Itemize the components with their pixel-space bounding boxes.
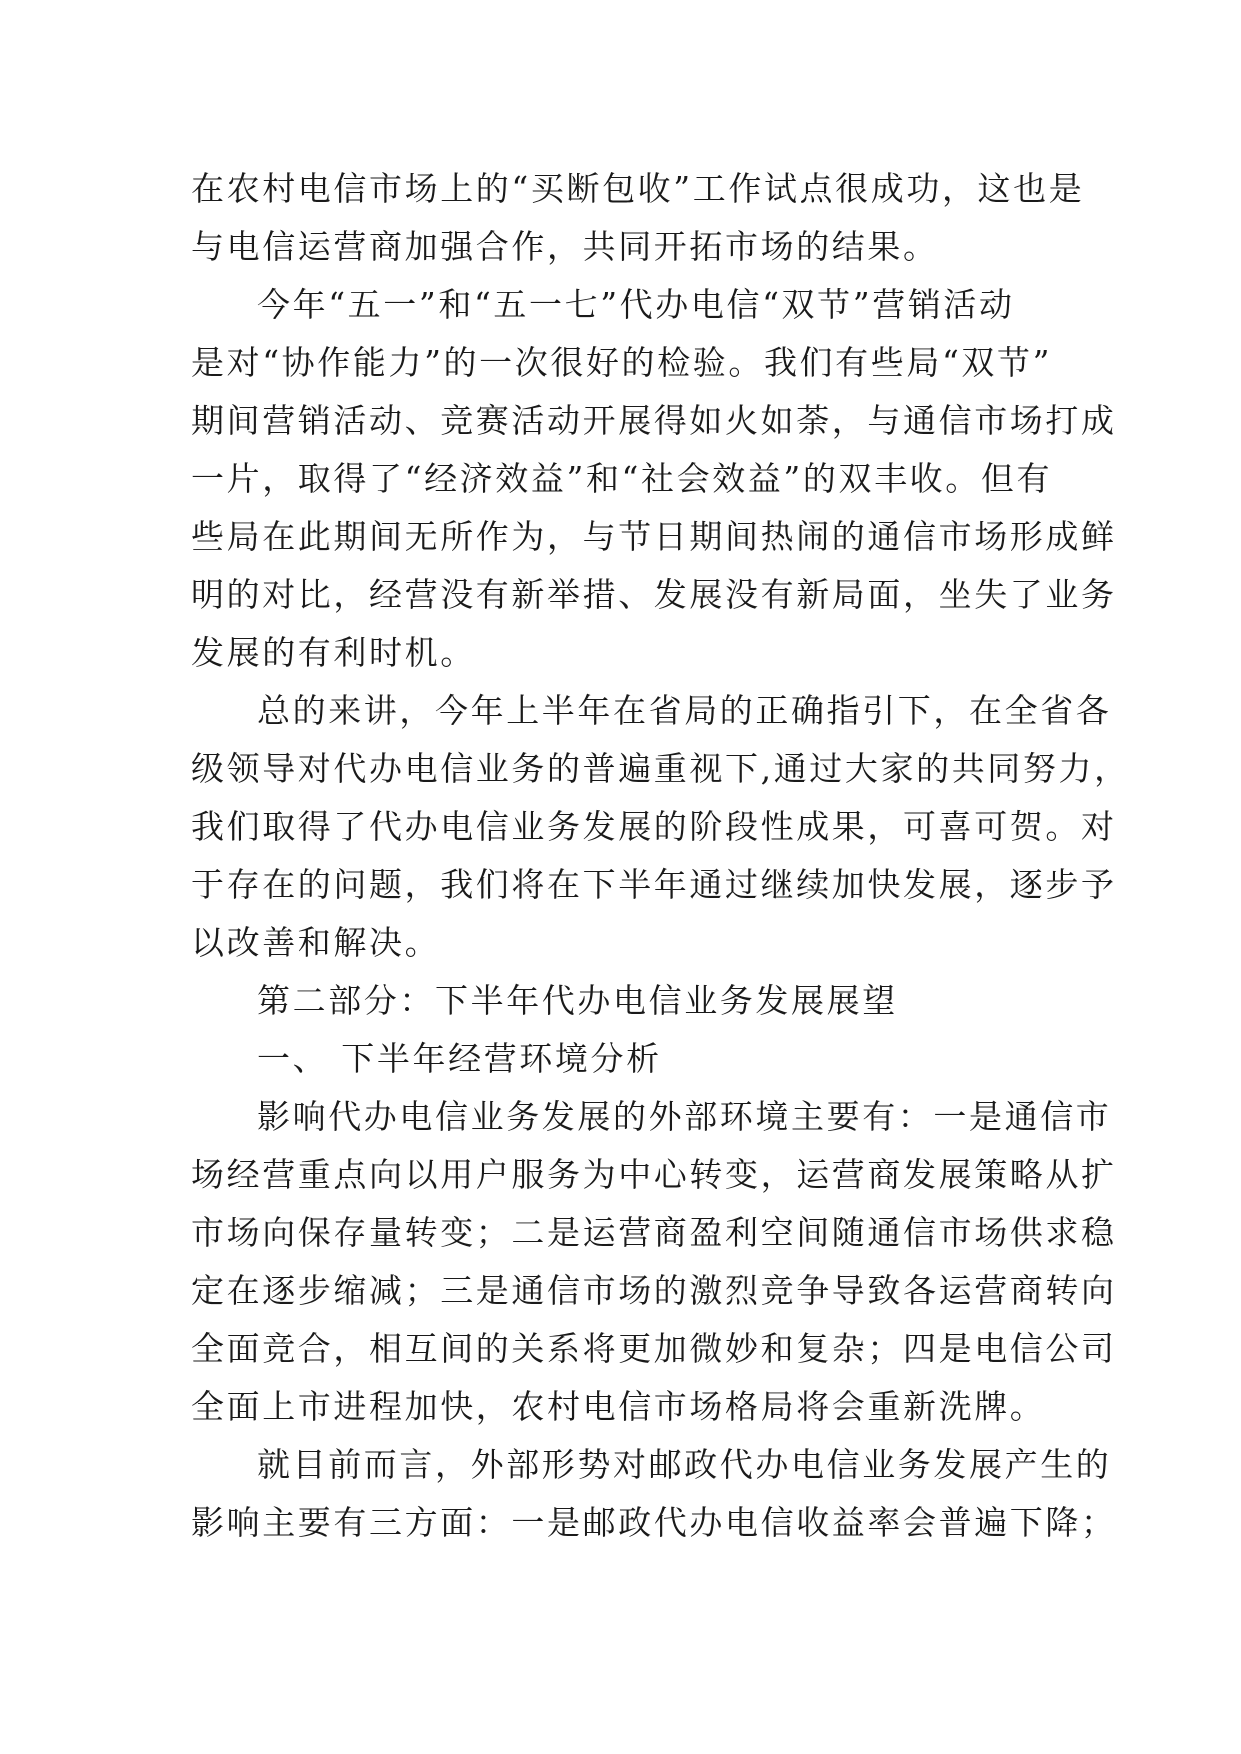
- text-line: 明的对比，经营没有新举措、发展没有新局面，坐失了业务: [191, 575, 1117, 614]
- text-line: 是对“协作能力”的一次很好的检验。我们有些局“双节”: [191, 343, 1053, 382]
- text-line: 于存在的问题，我们将在下半年通过继续加快发展，逐步予: [191, 865, 1117, 904]
- text-line: 定在逐步缩减；三是通信市场的激烈竞争导致各运营商转向: [191, 1271, 1117, 1310]
- text-line: 一、 下半年经营环境分析: [257, 1039, 662, 1078]
- text-line: 就目前而言，外部形势对邮政代办电信业务发展产生的: [257, 1445, 1112, 1484]
- document-body: [191, 160, 1130, 1552]
- text-line: 发展的有利时机。: [191, 633, 476, 672]
- text-line: 场经营重点向以用户服务为中心转变，运营商发展策略从扩: [191, 1155, 1117, 1194]
- text-line: 全面上市进程加快，农村电信市场格局将会重新洗牌。: [191, 1387, 1046, 1426]
- text-line: 与电信运营商加强合作，共同开拓市场的结果。: [191, 227, 939, 266]
- text-line: 市场向保存量转变；二是运营商盈利空间随通信市场供求稳: [191, 1213, 1117, 1252]
- text-line: 级领导对代办电信业务的普遍重视下,通过大家的共同努力，: [191, 749, 1130, 788]
- text-line: 些局在此期间无所作为，与节日期间热闹的通信市场形成鲜: [191, 517, 1117, 556]
- text-line: 今年“五一”和“五一七”代办电信“双节”营销活动: [257, 285, 1015, 324]
- text-line: 一片，取得了“经济效益”和“社会效益”的双丰收。但有: [191, 459, 1053, 498]
- text-line: 全面竞合，相互间的关系将更加微妙和复杂；四是电信公司: [191, 1329, 1117, 1368]
- text-line: 在农村电信市场上的“买断包收”工作试点很成功，这也是: [191, 169, 1085, 208]
- text-line: 期间营销活动、竞赛活动开展得如火如荼，与通信市场打成: [191, 401, 1117, 440]
- text-line: 我们取得了代办电信业务发展的阶段性成果，可喜可贺。对: [191, 807, 1117, 846]
- text-line: 影响代办电信业务发展的外部环境主要有：一是通信市: [257, 1097, 1112, 1136]
- text-line: 总的来讲，今年上半年在省局的正确指引下，在全省各: [257, 691, 1112, 730]
- text-line: 第二部分：下半年代办电信业务发展展望: [257, 981, 898, 1020]
- text-line: 影响主要有三方面：一是邮政代办电信收益率会普遍下降；: [191, 1503, 1117, 1542]
- text-line: 以改善和解决。: [191, 923, 441, 962]
